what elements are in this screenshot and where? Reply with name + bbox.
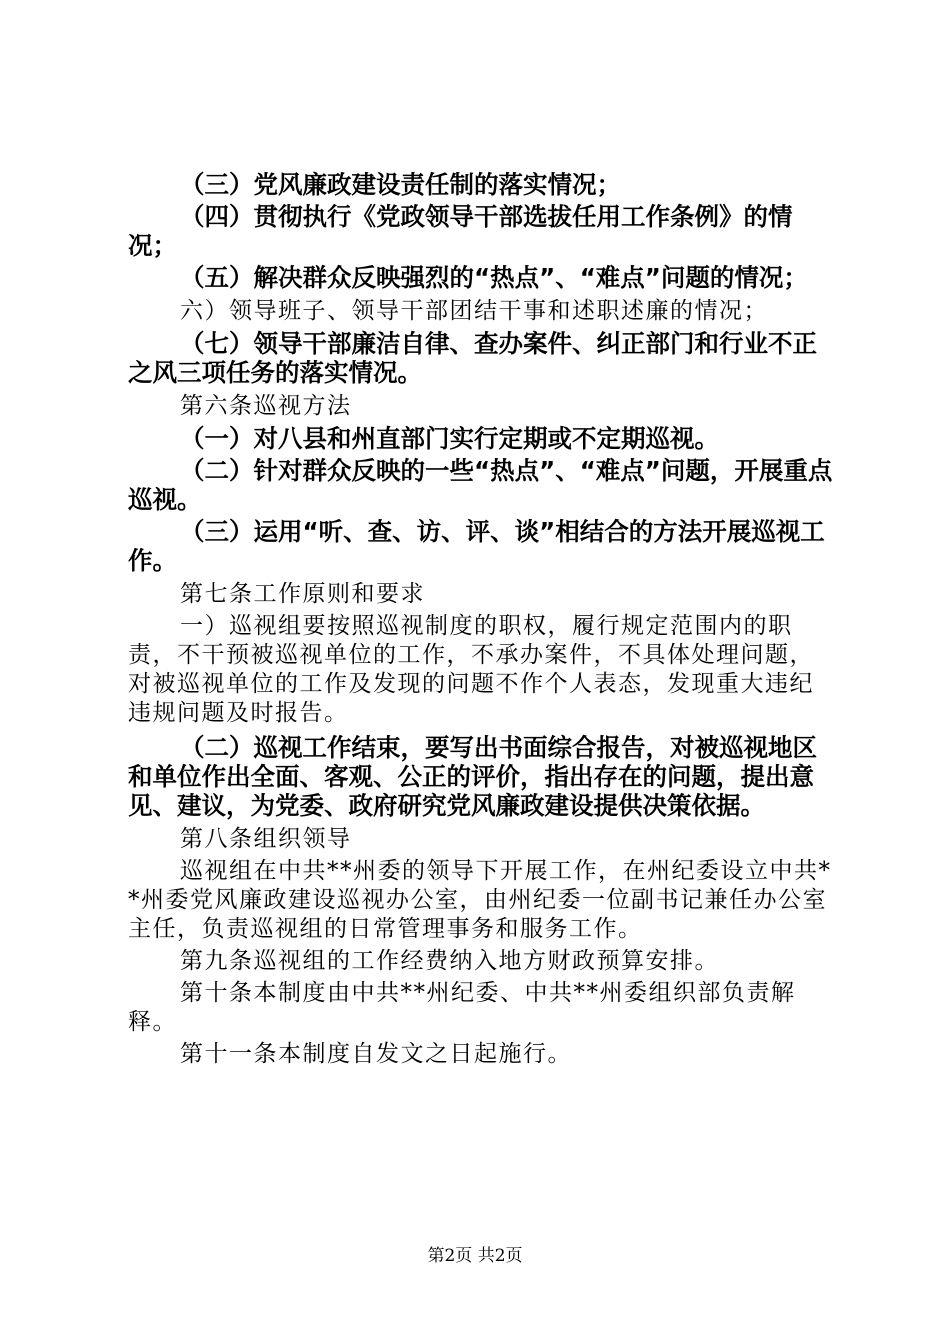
method-item-2: （二）针对群众反映的一些“热点”、“难点”问题，开展重点巡视。 [128, 456, 833, 514]
article-heading-6: 第六条巡视方法 [180, 393, 352, 419]
clause-item-3: （三）党风廉政建设责任制的落实情况； [180, 170, 621, 199]
method-item-3: （三）运用“听、查、访、评、谈”相结合的方法开展巡视工作。 [128, 517, 825, 575]
article-heading-7: 第七条工作原则和要求 [180, 581, 425, 607]
clause-item-7: （七）领导干部廉洁自律、查办案件、纠正部门和行业不正之风三项任务的落实情况。 [128, 329, 817, 387]
method-item-1: （一）对八县和州直部门实行定期或不定期巡视。 [180, 424, 719, 453]
principle-item-2: （二）巡视工作结束，要写出书面综合报告，对被巡视地区和单位作出全面、客观、公正的评价，指出存在的问题，提出意见、建议，为党委、政府研究党风廉政建设提供决策依据。 [128, 733, 817, 820]
principle-item-1: 一）巡视组要按照巡视制度的职权，履行规定范围内的职责，不干预被巡视单位的工作，不承办案件，不具体处理问题，对被巡视单位的工作及发现的问题不作个人表态，发现重大违纪违规问题及时报告。 [128, 613, 814, 726]
article-9: 第九条巡视组的工作经费纳入地方财政预算安排。 [180, 948, 719, 974]
organization-paragraph: 巡视组在中共**州委的领导下开展工作，在州纪委设立中共**州委党风廉政建设巡视办公室，由州纪委一位副书记兼任办公室主任，负责巡视组的日常管理事务和服务工作。 [128, 858, 832, 942]
article-10: 第十条本制度由中共**州纪委、中共**州委组织部负责解释。 [128, 980, 796, 1035]
article-heading-8: 第八条组织领导 [180, 826, 352, 852]
article-11: 第十一条本制度自发文之日起施行。 [180, 1041, 572, 1067]
clause-item-6: 六）领导班子、领导干部团结干事和述职述廉的情况； [180, 298, 768, 324]
document-body [128, 170, 834, 1069]
page-number-footer: 第2页 共2页 [427, 1246, 523, 1266]
clause-item-4: （四）贯彻执行《党政领导干部选拔任用工作条例》的情况； [128, 202, 793, 260]
clause-item-5: （五）解决群众反映强烈的“热点”、“难点”问题的情况； [180, 263, 808, 292]
